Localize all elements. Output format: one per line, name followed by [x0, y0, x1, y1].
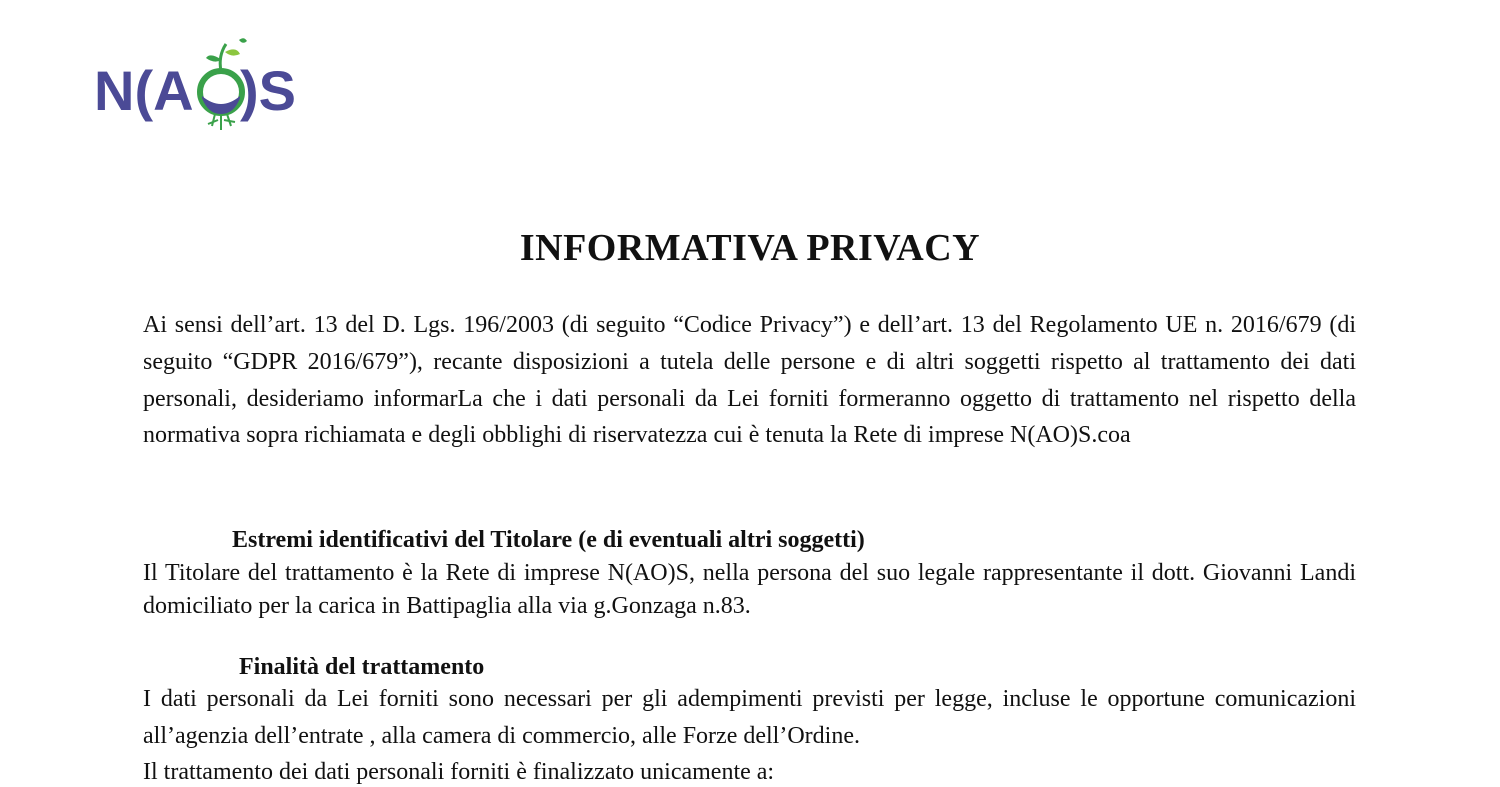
section-heading-titolare: Estremi identificativi del Titolare (e di eventuali altri soggetti) — [232, 527, 865, 553]
section-body-titolare: Il Titolare del trattamento è la Rete di imprese N(AO)S, nella persona del suo legale rappresentante il dott. Giovanni Landi domiciliato per la carica in Battipaglia alla via g.Gonzaga n.83. — [143, 560, 1356, 619]
intro-paragraph: Ai sensi dell’art. 13 del D. Lgs. 196/2003 (di seguito “Codice Privacy”) e dell’art. 13 del Regolamento UE n. 2016/679 (di seguito “GDPR 2016/679”), recante disposizioni a tutela delle persone e di altri soggetti rispetto al trattamento dei dati personali, desideriamo informarLa che i dati personali da Lei forniti formeranno oggetto di trattamento nel rispetto della normativa sopra richiamata e degli obblighi di riservatezza cui è tenuta la Rete di imprese N(AO)S.coa — [143, 312, 1356, 449]
page-title: INFORMATIVA PRIVACY — [519, 227, 981, 269]
section-heading-finalita: Finalità del trattamento — [239, 654, 485, 680]
section-line-finalita: Il trattamento dei dati personali forniti è finalizzato unicamente a: — [143, 759, 775, 785]
naos-logo-graphic — [94, 34, 314, 134]
logo-text-left: N(A — [94, 59, 194, 122]
naos-logo — [94, 34, 314, 134]
logo-text-right: )S — [240, 59, 296, 122]
section-body-finalita: I dati personali da Lei forniti sono necessari per gli adempimenti previsti per legge, incluse le opportune comunicazioni all’agenzia dell’entrate , alla camera di commercio, alle Forze dell’Ordine. — [143, 686, 1356, 749]
